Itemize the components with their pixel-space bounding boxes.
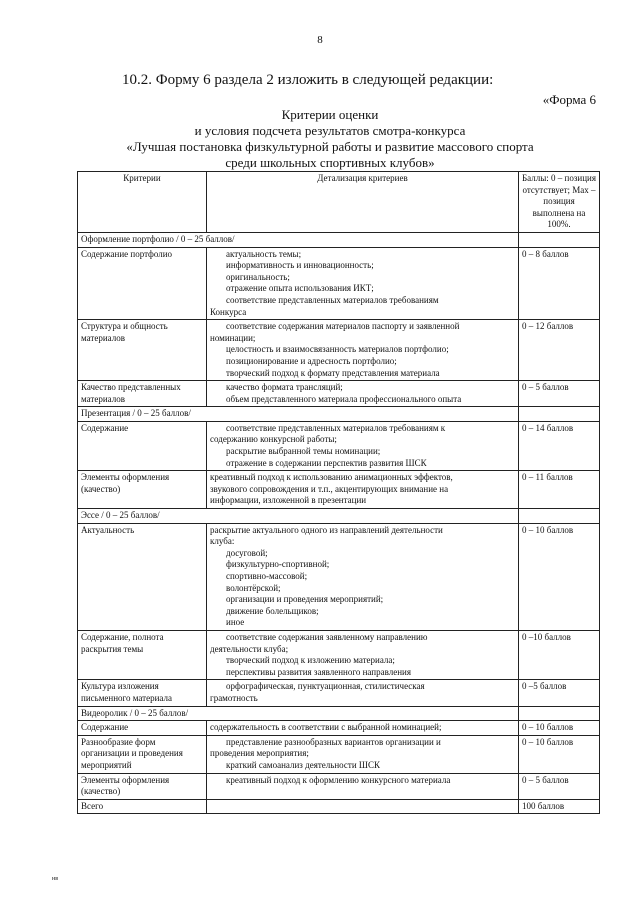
heading-line: «Лучшая постановка физкультурной работы и развитие массового спорта [126, 139, 534, 154]
criteria-table [77, 171, 600, 814]
detail-line: спортивно-массовой; [226, 571, 308, 581]
detail-line: клуба: [210, 536, 235, 547]
section-row [78, 706, 600, 721]
table-row [78, 320, 600, 381]
detail-line: Конкурса [210, 306, 247, 317]
detail-line: информативность и инновационность; [226, 260, 374, 271]
header-details: Детализация критериев [207, 172, 519, 233]
section-score-cell [519, 232, 600, 247]
section-score-cell [519, 407, 600, 422]
detail-line: иное [226, 617, 245, 628]
detail-line: волонтёрской; [226, 582, 281, 593]
score-cell: 0 – 10 баллов [519, 735, 600, 773]
score-cell: 0 – 8 баллов [519, 247, 600, 320]
detail-line: качество формата трансляций; [226, 382, 343, 393]
details-cell [207, 247, 519, 320]
detail-line: целостность и взаимосвязанность материалов портфолио; [226, 344, 449, 355]
detail-line: проведения мероприятия; [210, 748, 309, 759]
detail-line: оригинальность; [226, 271, 290, 282]
details-cell [207, 721, 519, 736]
details-cell [207, 471, 519, 509]
details-cell [207, 630, 519, 679]
table-row [78, 735, 600, 773]
score-cell: 0 – 10 баллов [519, 523, 600, 630]
score-cell: 0 – 12 баллов [519, 320, 600, 381]
detail-line: раскрытие выбранной темы номинации; [226, 446, 381, 457]
detail-line: креативный подход к использованию анимационных эффектов, [210, 472, 453, 483]
criterion-cell: Актуальность [78, 523, 207, 630]
score-cell: 0 – 5 баллов [519, 381, 600, 407]
detail-line: творческий подход к изложению материала; [226, 655, 395, 666]
detail-line: соответствие содержания материалов паспорту и заявленной [226, 321, 460, 332]
detail-line: орфографическая, пунктуационная, стилистическая [226, 681, 425, 692]
table-row [78, 247, 600, 320]
detail-line: перспективы развития заявленного направления [226, 666, 411, 677]
header-criteria: Критерии [78, 172, 207, 233]
detail-line: раскрытие актуального одного из направлений деятельности [210, 524, 443, 535]
header-score: Баллы: 0 – позиция отсутствует; Max – позиция выполнена на 100%. [519, 172, 600, 233]
detail-line: краткий самоанализ деятельности ШСК [226, 759, 380, 770]
detail-line: актуальность темы; [226, 248, 302, 259]
details-cell [207, 773, 519, 799]
footer-mark: нв [52, 876, 59, 882]
section-title: Оформление портфолио / 0 – 25 баллов/ [78, 232, 519, 247]
detail-line: грамотность [210, 692, 258, 703]
detail-line: движение болельщиков; [226, 605, 319, 616]
table-row [78, 680, 600, 706]
table-row [78, 630, 600, 679]
detail-line: представление разнообразных вариантов организации и [226, 736, 441, 747]
total-label: Всего [78, 799, 207, 814]
section-row [78, 407, 600, 422]
detail-line: физкультурно-спортивной; [226, 559, 330, 570]
detail-line: отражение в содержании перспектив развития ШСК [226, 457, 427, 468]
details-cell [207, 735, 519, 773]
criterion-cell: Содержание портфолио [78, 247, 207, 320]
score-cell: 0 –10 баллов [519, 630, 600, 679]
detail-line: отражение опыта использования ИКТ; [226, 283, 374, 294]
section-score-cell [519, 509, 600, 524]
detail-line: досуговой; [226, 547, 268, 558]
score-cell: 0 –5 баллов [519, 680, 600, 706]
section-score-cell [519, 706, 600, 721]
detail-line: творческий подход к формату представления материала [226, 367, 440, 378]
score-cell: 0 – 10 баллов [519, 721, 600, 736]
details-cell [207, 421, 519, 470]
section-row [78, 509, 600, 524]
document-heading [60, 107, 600, 171]
total-score: 100 баллов [519, 799, 600, 814]
detail-line: организации и проведения мероприятий; [226, 594, 384, 605]
intro-text: 10.2. Форму 6 раздела 2 изложить в следующей редакции: [122, 72, 494, 88]
total-row [78, 799, 600, 814]
section-row [78, 232, 600, 247]
table-body [78, 232, 600, 813]
detail-line: креативный подход к оформлению конкурсного материала [226, 774, 451, 785]
criterion-cell: Элементы оформления (качество) [78, 471, 207, 509]
table-row [78, 773, 600, 799]
heading-line: и условия подсчета результатов смотра-конкурса [194, 123, 466, 138]
criterion-cell: Структура и общность материалов [78, 320, 207, 381]
criterion-cell: Содержание [78, 421, 207, 470]
section-title: Видеоролик / 0 – 25 баллов/ [78, 706, 519, 721]
score-cell: 0 – 5 баллов [519, 773, 600, 799]
form-label: «Форма 6 [542, 92, 596, 107]
heading-line: среди школьных спортивных клубов» [225, 155, 435, 170]
details-cell [207, 381, 519, 407]
detail-line: информации, изложенной в презентации [210, 495, 367, 506]
section-title: Эссе / 0 – 25 баллов/ [78, 509, 519, 524]
criterion-cell: Элементы оформления (качество) [78, 773, 207, 799]
criterion-cell: Содержание [78, 721, 207, 736]
page-number: 8 [317, 34, 323, 46]
detail-line: позиционирование и адресность портфолио; [226, 355, 397, 366]
section-title: Презентация / 0 – 25 баллов/ [78, 407, 519, 422]
detail-line: соответствие содержания заявленному направлению [226, 631, 428, 642]
details-cell [207, 680, 519, 706]
detail-line: звукового сопровождения и т.п., акцентирующих внимание на [210, 483, 449, 494]
detail-line: содержательность в соответствии с выбранной номинацией; [210, 722, 442, 733]
criterion-cell: Разнообразие форм организации и проведения мероприятий [78, 735, 207, 773]
detail-line: соответствие представленных материалов требованиям [226, 294, 439, 305]
criterion-cell: Культура изложения письменного материала [78, 680, 207, 706]
detail-line: соответствие представленных материалов требованиям к [226, 422, 446, 433]
details-cell [207, 320, 519, 381]
details-cell [207, 523, 519, 630]
criterion-cell: Содержание, полнота раскрытия темы [78, 630, 207, 679]
table-row [78, 421, 600, 470]
score-cell: 0 – 14 баллов [519, 421, 600, 470]
criterion-cell: Качество представленных материалов [78, 381, 207, 407]
detail-line: объем представленного материала профессионального опыта [226, 393, 462, 404]
table-row [78, 721, 600, 736]
detail-line: номинации; [210, 332, 256, 343]
table-header-row [78, 172, 600, 233]
total-details-cell [207, 799, 519, 814]
table-row [78, 381, 600, 407]
table-row [78, 471, 600, 509]
score-cell: 0 – 11 баллов [519, 471, 600, 509]
detail-line: деятельности клуба; [210, 643, 289, 654]
table-row [78, 523, 600, 630]
heading-line: Критерии оценки [281, 107, 379, 122]
detail-line: содержанию конкурсной работы; [210, 434, 337, 445]
